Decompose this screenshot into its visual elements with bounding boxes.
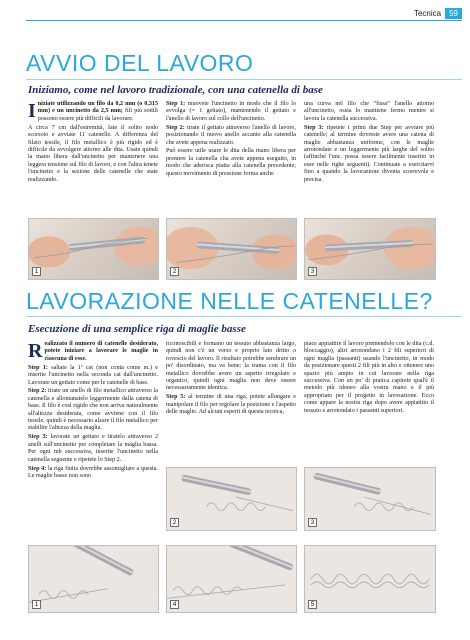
section-subtitle-avvio: Iniziamo, come nel lavoro tradizionale, con una catenella di base: [28, 84, 323, 96]
intro-lead: niziate utilizzando un filo da 0,2 mm (o 0,315 mm) e un uncinetto da 2,5 mm;: [37, 101, 158, 115]
wire-stitch-illustration: [167, 468, 296, 530]
photo-number: 3: [308, 518, 317, 527]
paragraph: una curva nel filo che “fissa” l'anello attorno all'uncinetto, ossia lo mantiene fermo mentre si lavora la catenella successiva.: [304, 101, 434, 122]
page-number: 59: [445, 8, 462, 19]
step-photo-2: [166, 218, 297, 280]
photo-number: 1: [32, 600, 41, 609]
step-2-paragraph: [166, 125, 296, 147]
paragraph: riconoscibili e formano un tessuto abbastanza largo, quindi non c'è un verso e proprio lato dritto o rovescio del lavoro. Il risultato potrebbe sembrare un po' disordinato, ma va bene: la trama con il filo metallico dovrebbe avere un aspetto irregolare e organico, quindi ogni maglia non deve essere necessariamente identica.: [166, 341, 296, 392]
step-label: Step 1:: [28, 364, 48, 371]
intro-rest: fili più sottili possono essere più difficili da lavorare.: [37, 108, 158, 122]
text-column-3: [304, 101, 434, 185]
photo-number: 5: [308, 600, 317, 609]
photo-number: 1: [32, 267, 41, 276]
step-photo-5: [304, 545, 436, 613]
step-label: Step 1:: [166, 101, 186, 107]
drop-cap: R: [28, 340, 43, 362]
section-subtitle-lavorazione: Esecuzione di una semplice riga di maglie basse: [28, 323, 246, 335]
intro-lead: ealizzato il numero di catenelle desiderato, potete iniziare a lavorare le maglie in ciascuna di esse.: [44, 341, 158, 362]
step-photo-4: [166, 545, 297, 613]
step-text: la riga finita dovrebbe assomigliare a questa. Le maglie basse non sono: [28, 465, 158, 479]
text-column-1: [28, 341, 158, 482]
step-label: Step 3:: [28, 434, 48, 441]
step-label: Step 2:: [28, 388, 47, 395]
section-title-rule: [26, 316, 462, 317]
intro-paragraph: [28, 341, 158, 363]
step-label: Step 2:: [166, 124, 185, 131]
section-title-rule: [26, 79, 462, 80]
step-photo-2: [166, 467, 297, 531]
wire-stitch-illustration: [29, 546, 158, 612]
text-column-2: [166, 101, 296, 180]
step-text: muovete l'uncinetto in modo che il filo lo avvolga (= 1 gettato), mantenendo il gettato e l'anello di lavoro sul collo dell'uncinetto.: [166, 101, 296, 122]
step-text: tirate un anello di filo metallico attraverso la catenella e allontanatelo leggermente dalla catena di base. Il filo è così rigido che non arriva naturalmente all'altezza desiderata, come avviene con il filo tessile, quindi è necessario alzare il filo metallico per stabilire l'altezza della maglia.: [28, 388, 158, 432]
photo-number: 4: [170, 600, 179, 609]
step-text: lavorate un gettato e tiratelo attraverso 2 anelli sull'uncinetto per completare la maglia bassa. Per ogni mb successiva, inserite l'uncinetto nella catenella seguente e ripetete lo Step 2.: [28, 434, 158, 463]
step-5-paragraph: [166, 394, 296, 416]
step-1-paragraph: [28, 365, 158, 387]
step-2-paragraph: [28, 388, 158, 432]
step-label: Step 3:: [304, 124, 324, 131]
text-column-3: [304, 341, 434, 417]
step-text: saltate la 1ª cat (non conta come m.) e inserite l'uncinetto nella seconda cat dall'uncinetto. Lavorate un gettato come per le catenelle di base.: [28, 364, 158, 386]
step-1-paragraph: [166, 101, 296, 123]
paragraph: Può essere utile usare le dita della mano libera per premere la catenella cha avete appena eseguito, in modo che aderisca piatta alla catenella precedente; questo movimento di pressione forma anche: [166, 148, 296, 177]
step-4-paragraph: [28, 466, 158, 481]
text-column-1: [28, 101, 158, 185]
step-photo-1: [28, 545, 159, 613]
step-label: Step 4:: [28, 465, 47, 472]
drop-cap: I: [28, 100, 36, 122]
header-rule: [26, 20, 462, 21]
text-column-2: [166, 341, 296, 418]
step-3-paragraph: [28, 434, 158, 464]
step-text: al termine di una riga, potete allungare e manipolare il filo per regolare la posizione e l'aspetto delle maglie. Ad alcuni esperti di questa tecnica,: [166, 394, 296, 416]
step-text: ripetete i primi due Step per avviare più catenelle; al termine dovreste avere una catena di maglie abbastanza uniforme, con le maglie arrotondate e un leggermente più larghe del solito (affinché l'unc. possa essere facilmente inserito in esse nelle righe seguenti). Continuate a esercitarvi fino a quando la lavorazione diventa scorrevole e precisa.: [304, 124, 434, 183]
step-photo-3: [304, 218, 436, 280]
photo-number: 3: [308, 267, 317, 276]
wire-stitch-illustration: [305, 546, 435, 612]
paragraph: A circa 7 cm dall'estremità, fate il solito nodo scorsoio e avviate 11 catenelle. A differenza del filato tessile, il filo metallico è più rigido ed è difficile da avvolgere attorno alle dita. Usate quindi la mano libera dall'uncinetto per mantenere una leggera tensione sul filo di lavoro, e con l'altra tenete l'uncinetto e la sezione delle catenelle che state realizzando.: [28, 124, 158, 183]
running-section-title: Tecnica: [413, 8, 442, 18]
wire-stitch-illustration: [167, 546, 296, 612]
step-photo-3: [304, 467, 436, 531]
intro-paragraph: [28, 101, 158, 123]
section-title-avvio: AVVIO DEL LAVORO: [26, 50, 254, 76]
running-header: [414, 6, 462, 20]
step-photo-1: [28, 218, 159, 280]
wire-stitch-illustration: [305, 468, 435, 530]
step-3-paragraph: [304, 125, 434, 184]
photo-number: 2: [170, 267, 179, 276]
photo-number: 2: [170, 518, 179, 527]
hook-hand-illustration: [29, 219, 158, 279]
section-title-lavorazione: LAVORAZIONE NELLE CATENELLE?: [26, 288, 433, 314]
hook-hand-illustration: [167, 219, 296, 279]
step-label: Step 5:: [166, 394, 186, 401]
step-text: tirate il gettato attraverso l'anello di lavoro, posizionando il nuovo anello accanto alla catenella che avete appena realizzato.: [166, 124, 296, 146]
hook-hand-illustration: [305, 219, 435, 279]
paragraph: piace appiattire il lavoro premendolo con le dita (c.d. bloccaggio), altri arrotondano i 2 fili superiori di ogni maglia (passanti) usando l'uncinetto, in modo da posizionare questi 2 fili più in alto e ottenere uno spazio più ampio in cui lavorare nella riga successiva. Con un po' di pratica capirete qual'è il metodo più idoneo alla vostra mano e il più appropriato per il progetto in lavorazione. Ecco come appare la nostra riga dopo avere appiattito il tessuto e arrotondato i passanti superiori.: [304, 341, 434, 414]
